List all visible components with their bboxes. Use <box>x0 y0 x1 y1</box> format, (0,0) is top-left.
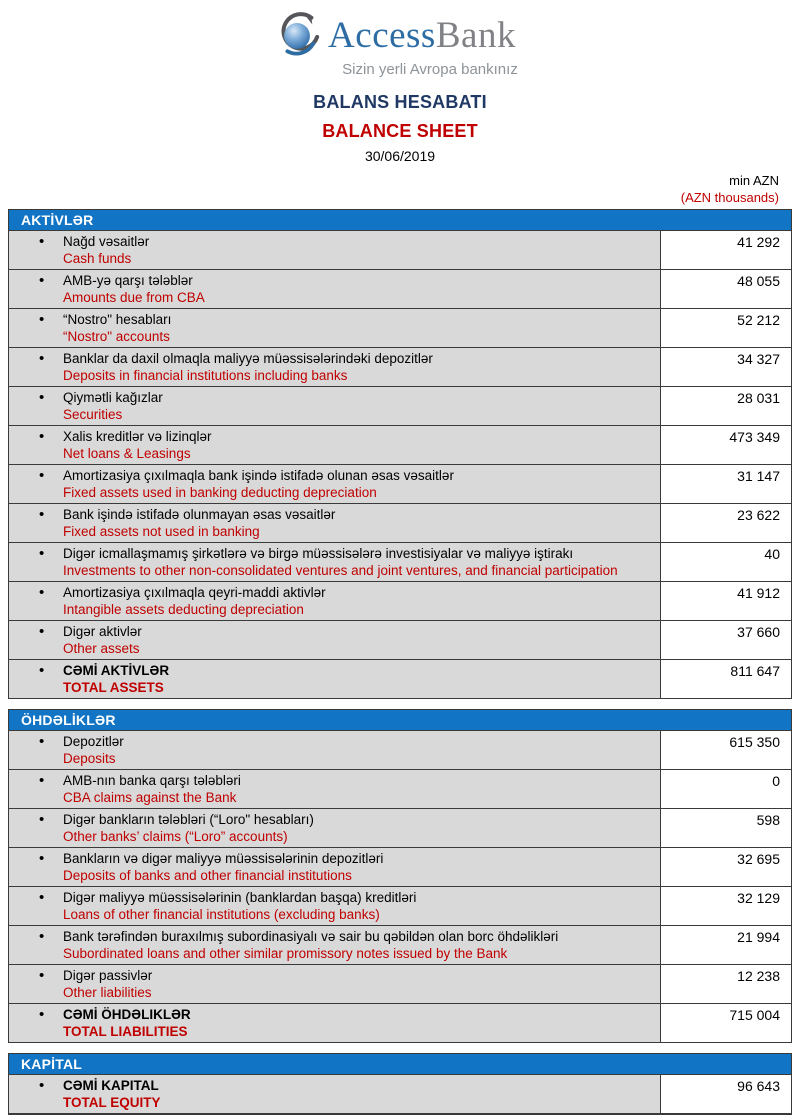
logo-row <box>274 12 516 58</box>
table-row <box>9 769 791 808</box>
label-azerbaijani: • Amortizasiya çıxılmaqla qeyri-maddi aktivlər <box>63 585 326 600</box>
value-cell: 37 660 <box>661 621 791 659</box>
unit-note-azerbaijani: min AZN <box>729 173 779 188</box>
value-cell: 715 004 <box>661 1004 791 1042</box>
table-row <box>9 542 791 581</box>
label-english: TOTAL ASSETS <box>63 680 164 695</box>
value-cell: 473 349 <box>661 426 791 464</box>
label-cell <box>9 621 661 659</box>
label-cell <box>9 848 661 886</box>
table-row <box>9 308 791 347</box>
section-title: ÖHDƏLİKLƏR <box>9 709 791 730</box>
label-azerbaijani: • “Nostro" hesabları <box>63 312 172 327</box>
table-row <box>9 620 791 659</box>
label-cell <box>9 309 661 347</box>
label-azerbaijani: • Banklar da daxil olmaqla maliyyə müəssisələrindəki depozitlər <box>63 351 433 366</box>
label-azerbaijani: • Digər passivlər <box>63 968 153 983</box>
label-azerbaijani: • Digər aktivlər <box>63 624 142 639</box>
label-english: Deposits in financial institutions including banks <box>63 368 348 383</box>
label-cell <box>9 504 661 542</box>
brand-bank: Bank <box>435 14 516 56</box>
table-row <box>9 964 791 1003</box>
table-row <box>9 464 791 503</box>
label-english: TOTAL EQUITY <box>63 1095 161 1110</box>
value-cell: 0 <box>661 770 791 808</box>
label-english: “Nostro" accounts <box>63 329 170 344</box>
label-azerbaijani: • CƏMİ ÖHDƏLIKLƏR <box>63 1007 191 1022</box>
label-cell <box>9 387 661 425</box>
label-english: Fixed assets not used in banking <box>63 524 260 539</box>
label-cell <box>9 543 661 581</box>
value-cell: 12 238 <box>661 965 791 1003</box>
brand-access: Access <box>328 14 436 56</box>
section-title: KAPİTAL <box>9 1053 791 1074</box>
label-azerbaijani: • Nağd vəsaitlər <box>63 234 150 249</box>
label-cell <box>9 965 661 1003</box>
label-azerbaijani: • AMB-nın banka qarşı tələbləri <box>63 773 241 788</box>
accessbank-globe-icon <box>274 12 320 58</box>
label-english: Other liabilities <box>63 985 152 1000</box>
table-row <box>9 730 791 769</box>
table-row <box>9 808 791 847</box>
label-cell <box>9 270 661 308</box>
label-azerbaijani: • Digər bankların tələbləri (“Loro" hesabları) <box>63 812 314 827</box>
label-english: Securities <box>63 407 123 422</box>
title-english: BALANCE SHEET <box>322 121 478 141</box>
total-row <box>9 659 791 698</box>
value-cell: 34 327 <box>661 348 791 386</box>
label-azerbaijani: • Xalis kreditlər və lizinqlər <box>63 429 212 444</box>
value-cell: 615 350 <box>661 731 791 769</box>
table-row <box>9 886 791 925</box>
label-english: Deposits of banks and other financial institutions <box>63 868 352 883</box>
label-azerbaijani: • Digər maliyyə müəssisələrinin (banklardan başqa) kreditləri <box>63 890 417 905</box>
label-cell <box>9 426 661 464</box>
table-row <box>9 847 791 886</box>
label-azerbaijani: • CƏMİ KAPITAL <box>63 1078 159 1093</box>
value-cell: 40 <box>661 543 791 581</box>
label-cell <box>9 582 661 620</box>
title-azerbaijani: BALANS HESABATI <box>313 92 487 112</box>
label-english: Cash funds <box>63 251 132 266</box>
label-english: TOTAL LIABILITIES <box>63 1024 188 1039</box>
label-english: Fixed assets used in banking deducting depreciation <box>63 485 377 500</box>
label-cell <box>9 1004 661 1042</box>
value-cell: 598 <box>661 809 791 847</box>
label-azerbaijani: • Bank işində istifadə olunmayan əsas vəsaitlər <box>63 507 336 522</box>
value-cell: 96 643 <box>661 1075 791 1113</box>
label-azerbaijani: • Bankların və digər maliyyə müəssisələrinin depozitləri <box>63 851 384 866</box>
label-azerbaijani: • Digər icmallaşmamış şirkətlərə və birgə müəssisələrə investisiyalar və maliyyə iştirakı <box>63 546 574 561</box>
value-cell: 48 055 <box>661 270 791 308</box>
section-ohdeliklar <box>8 709 792 1043</box>
label-azerbaijani: • CƏMİ AKTİVLƏR <box>63 663 170 678</box>
logo-block <box>8 12 792 78</box>
brand-tagline: Sizin yerli Avropa bankınız <box>342 61 518 78</box>
table-row <box>9 503 791 542</box>
unit-note <box>8 172 792 206</box>
label-cell <box>9 770 661 808</box>
label-cell <box>9 926 661 964</box>
label-azerbaijani: • Depozitlər <box>63 734 124 749</box>
section-aktivler <box>8 209 792 699</box>
table-row <box>9 230 791 269</box>
label-english: Net loans & Leasings <box>63 446 191 461</box>
label-cell <box>9 465 661 503</box>
table-row <box>9 425 791 464</box>
label-cell <box>9 660 661 698</box>
sections-container <box>8 209 792 1115</box>
label-english: Subordinated loans and other similar promissory notes issued by the Bank <box>63 946 508 961</box>
label-cell <box>9 809 661 847</box>
table-row <box>9 581 791 620</box>
label-cell <box>9 731 661 769</box>
label-english: Intangible assets deducting depreciation <box>63 602 304 617</box>
document-titles <box>8 92 792 164</box>
total-row <box>9 1003 791 1042</box>
report-date: 30/06/2019 <box>364 148 436 164</box>
label-cell <box>9 1075 661 1113</box>
label-cell <box>9 887 661 925</box>
section-kapital <box>8 1053 792 1115</box>
label-english: Loans of other financial institutions (excluding banks) <box>63 907 380 922</box>
value-cell: 28 031 <box>661 387 791 425</box>
label-english: Amounts due from CBA <box>63 290 205 305</box>
label-cell <box>9 348 661 386</box>
table-row <box>9 269 791 308</box>
label-english: CBA claims against the Bank <box>63 790 237 805</box>
brand-wordmark <box>328 14 516 56</box>
total-row <box>9 1074 791 1113</box>
label-azerbaijani: • Qiymətli kağızlar <box>63 390 163 405</box>
value-cell: 32 695 <box>661 848 791 886</box>
label-english: Investments to other non-consolidated ventures and joint ventures, and financial participation <box>63 563 618 578</box>
table-row <box>9 386 791 425</box>
unit-note-english: (AZN thousands) <box>680 190 779 205</box>
section-title: AKTİVLƏR <box>9 209 791 230</box>
value-cell: 23 622 <box>661 504 791 542</box>
label-cell <box>9 231 661 269</box>
label-azerbaijani: • AMB-yə qarşı tələblər <box>63 273 193 288</box>
value-cell: 52 212 <box>661 309 791 347</box>
value-cell: 41 912 <box>661 582 791 620</box>
label-english: Other banks’ claims (“Loro” accounts) <box>63 829 288 844</box>
label-azerbaijani: • Amortizasiya çıxılmaqla bank işində istifadə olunan əsas vəsaitlər <box>63 468 454 483</box>
value-cell: 21 994 <box>661 926 791 964</box>
value-cell: 32 129 <box>661 887 791 925</box>
value-cell: 811 647 <box>661 660 791 698</box>
label-azerbaijani: • Bank tərəfindən buraxılmış subordinasiyalı və sair bu qəbildən olan borc öhdəlikləri <box>63 929 559 944</box>
table-row <box>9 925 791 964</box>
value-cell: 31 147 <box>661 465 791 503</box>
label-english: Other assets <box>63 641 140 656</box>
value-cell: 41 292 <box>661 231 791 269</box>
table-row <box>9 347 791 386</box>
label-english: Deposits <box>63 751 116 766</box>
